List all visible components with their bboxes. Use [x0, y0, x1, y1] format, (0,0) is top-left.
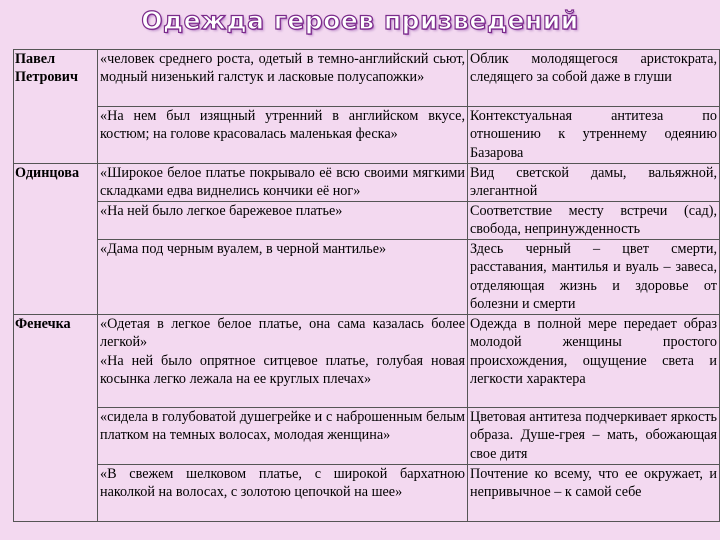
note-cell: Почтение ко всему, что ее окружает, и непривычное – к самой себе [468, 465, 720, 522]
table-row [14, 202, 720, 240]
quote-cell: «На нем был изящный утренний в английском вкусе, костюм; на голове красовалась маленькая феска» [98, 107, 468, 164]
page-title: Одежда героев призведений [141, 5, 579, 35]
note-cell: Контекстуальная антитеза по отношению к утреннему одеянию Базарова [468, 107, 720, 164]
quote-cell: «Широкое белое платье покрывало её всю своими мягкими складками едва виднелись кончики её ног» [98, 164, 468, 202]
note-cell: Здесь черный – цвет смерти, расставания, мантилья и вуаль – завеса, отделяющая жизнь и здоровье от болезни и смерти [468, 240, 720, 315]
table-row [14, 107, 720, 164]
note-cell: Соответствие месту встречи (сад), свобода, непринужденность [468, 202, 720, 240]
quote-cell: «человек среднего роста, одетый в темно-английский сьют, модный низенький галстук и ласковые полусапожки» [98, 50, 468, 107]
note-cell: Вид светской дамы, вальяжной, элегантной [468, 164, 720, 202]
quote-text: «Одетая в легкое белое платье, она сама казалась более легкой» [100, 316, 465, 351]
quote-cell: «В свежем шелковом платье, с широкой бархатною наколкой на волосах, с золотою цепочкой на шее» [98, 465, 468, 522]
hero-name: Одинцова [14, 164, 98, 315]
quote-cell: «На ней было легкое барежевое платье» [98, 202, 468, 240]
quote-cell: «Дама под черным вуалем, в черной мантилье» [98, 240, 468, 315]
title-bar [0, 0, 720, 38]
quote-text: «На ней было опрятное ситцевое платье, голубая новая косынка легко лежала на ее круглых плечах» [100, 352, 465, 388]
hero-name: Павел Петрович [14, 50, 98, 164]
table-row [14, 465, 720, 522]
quote-cell: «сидела в голубоватой душегрейке и с наброшенным белым платком на темных волосах, молодая женщина» [98, 408, 468, 465]
note-cell: Цветовая антитеза подчеркивает яркость образа. Душе-грея – мать, обожающая свое дитя [468, 408, 720, 465]
note-cell: Облик молодящегося аристократа, следящего за собой даже в глуши [468, 50, 720, 107]
table-row [14, 240, 720, 315]
table-row [14, 50, 720, 107]
table-row [14, 164, 720, 202]
heroes-clothing-table [13, 49, 720, 522]
hero-name: Фенечка [14, 315, 98, 522]
quote-cell [98, 315, 468, 408]
table-row [14, 315, 720, 408]
table-row [14, 408, 720, 465]
note-cell: Одежда в полной мере передает образ молодой женщины простого происхождения, ощущение света и легкости характера [468, 315, 720, 408]
